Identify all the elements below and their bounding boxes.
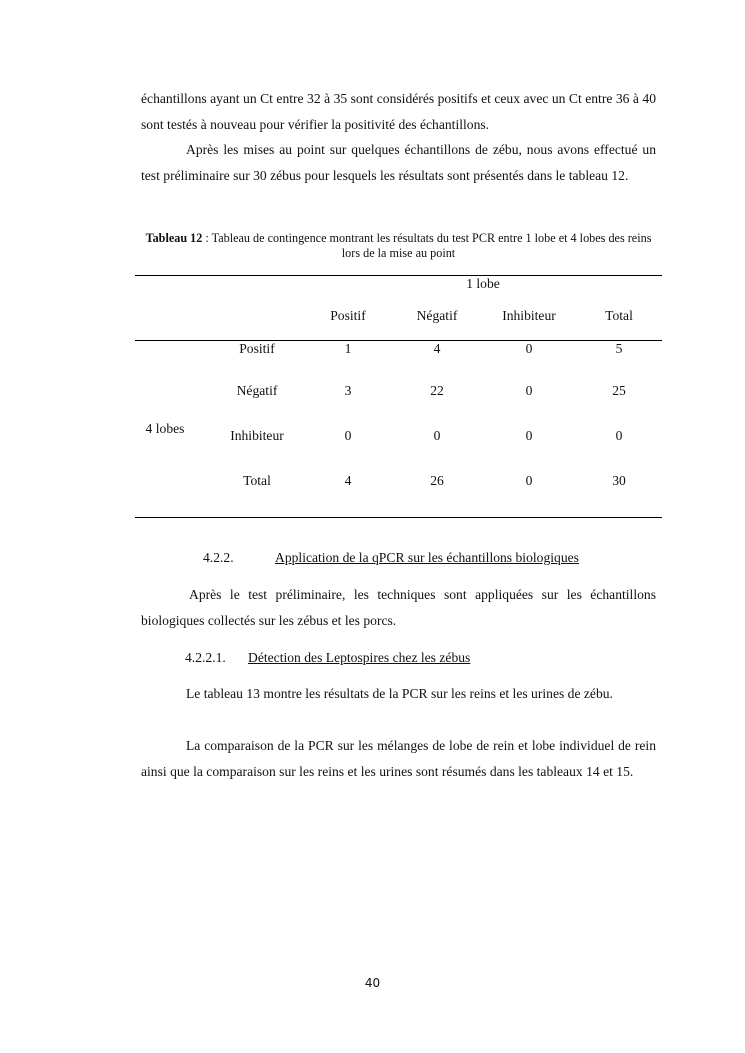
section-title-4-2-2-1: Détection des Leptospires chez les zébus <box>248 650 471 665</box>
table-cell: 5 <box>615 341 623 356</box>
section-title-4-2-2: Application de la qPCR sur les échantillons biologiques <box>275 550 579 565</box>
table-cell: 3 <box>344 383 352 398</box>
table-cell: 26 <box>430 473 444 488</box>
paragraph-preliminary-test: Après les mises au point sur quelques échantillons de zébu, nous avons effectué un test préliminaire sur 30 zébus pour lesquels les résultats sont présentés dans le tableau 12. <box>141 142 656 183</box>
col-group-label: 1 lobe <box>466 276 500 291</box>
col-header-total: Total <box>605 308 633 323</box>
table-cell: 4 <box>344 473 352 488</box>
table-bottom-rule <box>135 517 662 518</box>
table-cell: 0 <box>433 428 441 443</box>
table-cell: 30 <box>612 473 626 488</box>
table-caption-label: Tableau 12 <box>145 231 203 245</box>
paragraph-ct-thresholds: échantillons ayant un Ct entre 32 à 35 sont considérés positifs et ceux avec un Ct entre 36 à 40 sont testés à nouveau pour vérifier la positivité des échantillons. <box>141 91 656 132</box>
col-header-positif: Positif <box>330 308 366 323</box>
table-cell: 4 <box>433 341 441 356</box>
table-caption <box>141 231 656 261</box>
table-cell: 22 <box>430 383 444 398</box>
section-number-4-2-2-1: 4.2.2.1. <box>185 650 226 665</box>
col-header-inhibiteur: Inhibiteur <box>502 308 556 323</box>
row-label-inhibiteur: Inhibiteur <box>230 428 284 443</box>
table-cell: 0 <box>525 383 533 398</box>
row-group-label: 4 lobes <box>145 421 185 436</box>
row-label-total: Total <box>243 473 271 488</box>
row-label-negatif: Négatif <box>236 383 278 398</box>
table-top-rule <box>135 275 662 276</box>
paragraph-tableau-13: Le tableau 13 montre les résultats de la PCR sur les reins et les urines de zébu. <box>186 686 613 701</box>
table-cell: 1 <box>344 341 352 356</box>
row-label-positif: Positif <box>239 341 275 356</box>
table-caption-text: : Tableau de contingence montrant les résultats du test PCR entre 1 lobe et 4 lobes des reins lors de la mise au point <box>202 231 652 260</box>
table-cell: 0 <box>615 428 623 443</box>
table-cell: 0 <box>344 428 352 443</box>
col-header-negatif: Négatif <box>416 308 458 323</box>
section-number-4-2-2: 4.2.2. <box>203 550 234 565</box>
table-cell: 0 <box>525 473 533 488</box>
paragraph-after-preliminary: Après le test préliminaire, les techniques sont appliquées sur les échantillons biologiques collectés sur les zébus et les porcs. <box>141 587 656 628</box>
table-cell: 0 <box>525 341 533 356</box>
table-cell: 25 <box>612 383 626 398</box>
paragraph-comparison: La comparaison de la PCR sur les mélanges de lobe de rein et lobe individuel de rein ainsi que la comparaison sur les reins et les urines sont résumés dans les tableaux 14 et 15. <box>141 738 656 779</box>
table-cell: 0 <box>525 428 533 443</box>
page-number: 40 <box>364 976 381 990</box>
